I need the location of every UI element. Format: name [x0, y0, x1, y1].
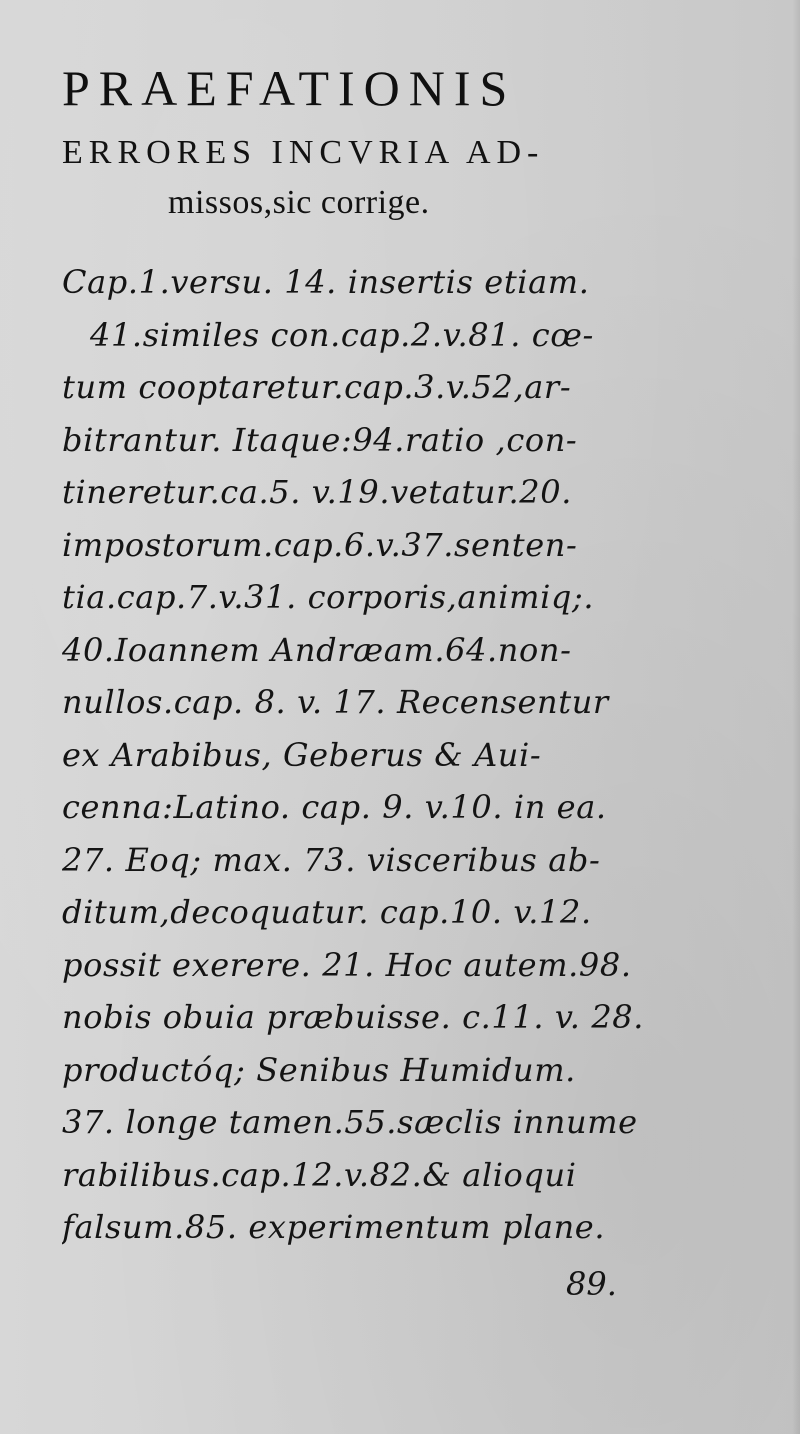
text-line: Cap.1.versu. 14. insertis etiam. [62, 263, 590, 301]
page-number: 89. [566, 1265, 617, 1303]
text-line: cenna:Latino. cap. 9. v.10. in ea. [62, 788, 607, 826]
text-line: nullos.cap. 8. v. 17. Recensentur [62, 683, 609, 721]
text-line: tia.cap.7.v.31. corporis,animiq;. [62, 578, 595, 616]
page-title: PRAEFATIONIS [62, 60, 517, 116]
text-line: bitrantur. Itaque:94.ratio ,con- [62, 420, 578, 459]
text-line: falsum.85. experimentum plane. [62, 1208, 606, 1246]
text-line: 40.Ioannem Andræam.64.non- [62, 630, 572, 669]
text-line: productóq; Senibus Humidum. [62, 1050, 576, 1089]
subtitle-line-2: missos,sic corrige. [168, 184, 430, 221]
text-line: ditum,decoquatur. cap.10. v.12. [62, 893, 592, 931]
text-line: 41.similes con.cap.2.v.81. cœ- [90, 315, 594, 354]
page-edge-shadow [792, 0, 800, 1434]
text-line: ex Arabibus, Geberus & Aui- [62, 735, 542, 774]
text-line: rabilibus.cap.12.v.82.& alioqui [62, 1155, 577, 1194]
text-line: tum cooptaretur.cap.3.v.52,ar- [62, 368, 572, 406]
text-line: 37. longe tamen.55.sæclis innume [62, 1103, 638, 1141]
text-line: tineretur.ca.5. v.19.vetatur.20. [62, 473, 572, 511]
subtitle-line-1: ERRORES INCVRIA AD- [62, 134, 545, 171]
text-line: possit exerere. 21. Hoc autem.98. [62, 945, 632, 984]
text-line: nobis obuia præbuisse. c.11. v. 28. [62, 998, 645, 1036]
errata-text [62, 256, 762, 1254]
text-line: 27. Eoq; max. 73. visceribus ab- [62, 840, 601, 879]
text-line: impostorum.cap.6.v.37.senten- [62, 525, 578, 564]
